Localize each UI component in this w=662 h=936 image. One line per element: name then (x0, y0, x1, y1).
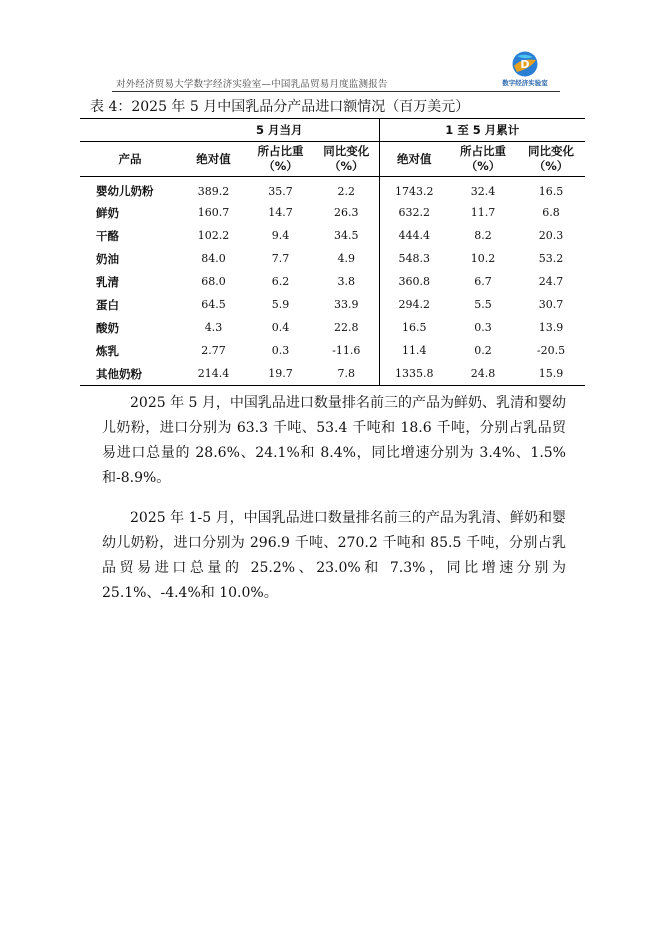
value-cell: 6.7 (474, 275, 492, 288)
value-cell: 1335.8 (379, 362, 449, 386)
value-cell: 6.2 (271, 275, 290, 288)
header-rule (112, 91, 560, 92)
value-cell: 294.2 (398, 298, 430, 311)
svg-text:D: D (520, 58, 530, 71)
lab-logo (497, 50, 553, 92)
value-cell: 2.77 (201, 344, 226, 357)
value-cell: 9.4 (271, 229, 290, 242)
value-cell: 548.3 (398, 252, 430, 265)
column-header: 所占比重（%） (247, 142, 314, 177)
paragraph-jan-may-summary: 2025 年 1-5 月，中国乳品进口数量排名前三的产品为乳清、鲜奶和婴幼儿奶粉，进口分别为 296.9 千吨、270.2 千吨和 85.5 千吨，分别占乳品贸易进口总量的 25.2%、23.0%和 7.3%，同比增速分别为 25.1%、-4.4%和 10.0%。 (102, 510, 566, 601)
table-row (80, 293, 585, 316)
table-row (80, 270, 585, 293)
value-cell: 214.4 (180, 362, 247, 386)
value-cell: 444.4 (398, 229, 430, 242)
table-row (80, 224, 585, 247)
lab-logo-caption: 数字经济实验室 (502, 79, 548, 87)
value-cell: 20.3 (538, 229, 564, 242)
value-cell: 64.5 (201, 298, 226, 311)
value-cell: 34.5 (314, 224, 379, 247)
value-cell: 6.8 (542, 206, 560, 219)
product-cell: 鲜奶 (96, 205, 119, 220)
value-cell: 14.7 (268, 206, 293, 219)
value-cell: 11.4 (402, 344, 427, 357)
value-cell: 160.7 (197, 206, 230, 219)
value-cell: 5.5 (474, 298, 492, 311)
value-cell: 32.4 (470, 184, 496, 198)
product-cell: 奶油 (96, 251, 119, 266)
value-cell: 5.9 (271, 298, 290, 311)
value-cell: 16.5 (402, 321, 427, 334)
running-header: 对外经济贸易大学数字经济实验室—中国乳品贸易月度监测报告 (116, 79, 388, 90)
product-cell: 乳清 (96, 274, 119, 289)
table-row (80, 177, 585, 202)
column-header: 同比变化（%） (314, 142, 379, 177)
value-cell: 0.4 (271, 321, 290, 334)
value-cell: 68.0 (201, 275, 226, 288)
table-column-header-row (80, 142, 585, 177)
value-cell: 0.2 (474, 344, 492, 357)
value-cell: 4.9 (314, 247, 379, 270)
table-group-header-row (80, 119, 585, 142)
lab-logo-icon (511, 50, 539, 78)
product-cell: 婴幼儿奶粉 (96, 184, 154, 198)
group-header-cumulative: 1 至 5 月累计 (379, 119, 585, 142)
value-cell: 26.3 (314, 201, 379, 224)
value-cell: 16.5 (538, 184, 564, 198)
value-cell: -11.6 (314, 339, 379, 362)
value-cell: 389.2 (197, 184, 230, 198)
value-cell: 15.9 (517, 362, 585, 386)
value-cell: 84.0 (201, 252, 226, 265)
value-cell: 8.2 (474, 229, 492, 242)
value-cell: 53.2 (538, 252, 564, 265)
paragraph-may-summary: 2025 年 5 月，中国乳品进口数量排名前三的产品为鲜奶、乳清和婴幼儿奶粉，进口分别为 63.3 千吨、53.4 千吨和 18.6 千吨，分别占乳品贸易进口总量的 28.6%、24.1%和 8.4%，同比增速分别为 3.4%、1.5%和-8.9%。 (102, 395, 566, 486)
value-cell: 360.8 (398, 275, 430, 288)
value-cell: 632.2 (398, 206, 430, 219)
value-cell: 24.7 (538, 275, 564, 288)
value-cell: 4.3 (204, 321, 223, 334)
product-cell: 干酪 (96, 228, 119, 243)
value-cell: 1743.2 (395, 184, 434, 198)
value-cell: 0.3 (271, 344, 290, 357)
value-cell: 30.7 (538, 298, 564, 311)
value-cell: 7.8 (314, 362, 379, 386)
import-value-table (80, 118, 585, 386)
value-cell: 24.8 (449, 362, 517, 386)
value-cell: 35.7 (268, 184, 293, 198)
product-cell: 蛋白 (96, 297, 119, 312)
column-header: 绝对值 (180, 142, 247, 177)
table-row (80, 362, 585, 386)
column-header: 所占比重（%） (449, 142, 517, 177)
value-cell: 11.7 (470, 206, 496, 219)
value-cell: 7.7 (271, 252, 290, 265)
product-cell: 炼乳 (96, 343, 119, 358)
value-cell: 2.2 (314, 177, 379, 202)
group-header-month: 5 月当月 (180, 119, 379, 142)
value-cell: 33.9 (314, 293, 379, 316)
value-cell: 0.3 (474, 321, 492, 334)
group-header-blank (80, 119, 180, 142)
product-cell: 其他奶粉 (80, 362, 180, 386)
value-cell: 13.9 (538, 321, 564, 334)
column-header: 产品 (80, 142, 180, 177)
value-cell: -20.5 (536, 344, 566, 357)
value-cell: 10.2 (470, 252, 496, 265)
value-cell: 102.2 (197, 229, 230, 242)
value-cell: 22.8 (314, 316, 379, 339)
table-title: 表 4：2025 年 5 月中国乳品分产品进口额情况（百万美元） (90, 99, 470, 115)
value-cell: 19.7 (247, 362, 314, 386)
table-row (80, 247, 585, 270)
column-header: 绝对值 (379, 142, 449, 177)
value-cell: 3.8 (314, 270, 379, 293)
column-header: 同比变化（%） (517, 142, 585, 177)
product-cell: 酸奶 (96, 320, 119, 335)
table-row (80, 201, 585, 224)
table-row (80, 316, 585, 339)
table-row (80, 339, 585, 362)
